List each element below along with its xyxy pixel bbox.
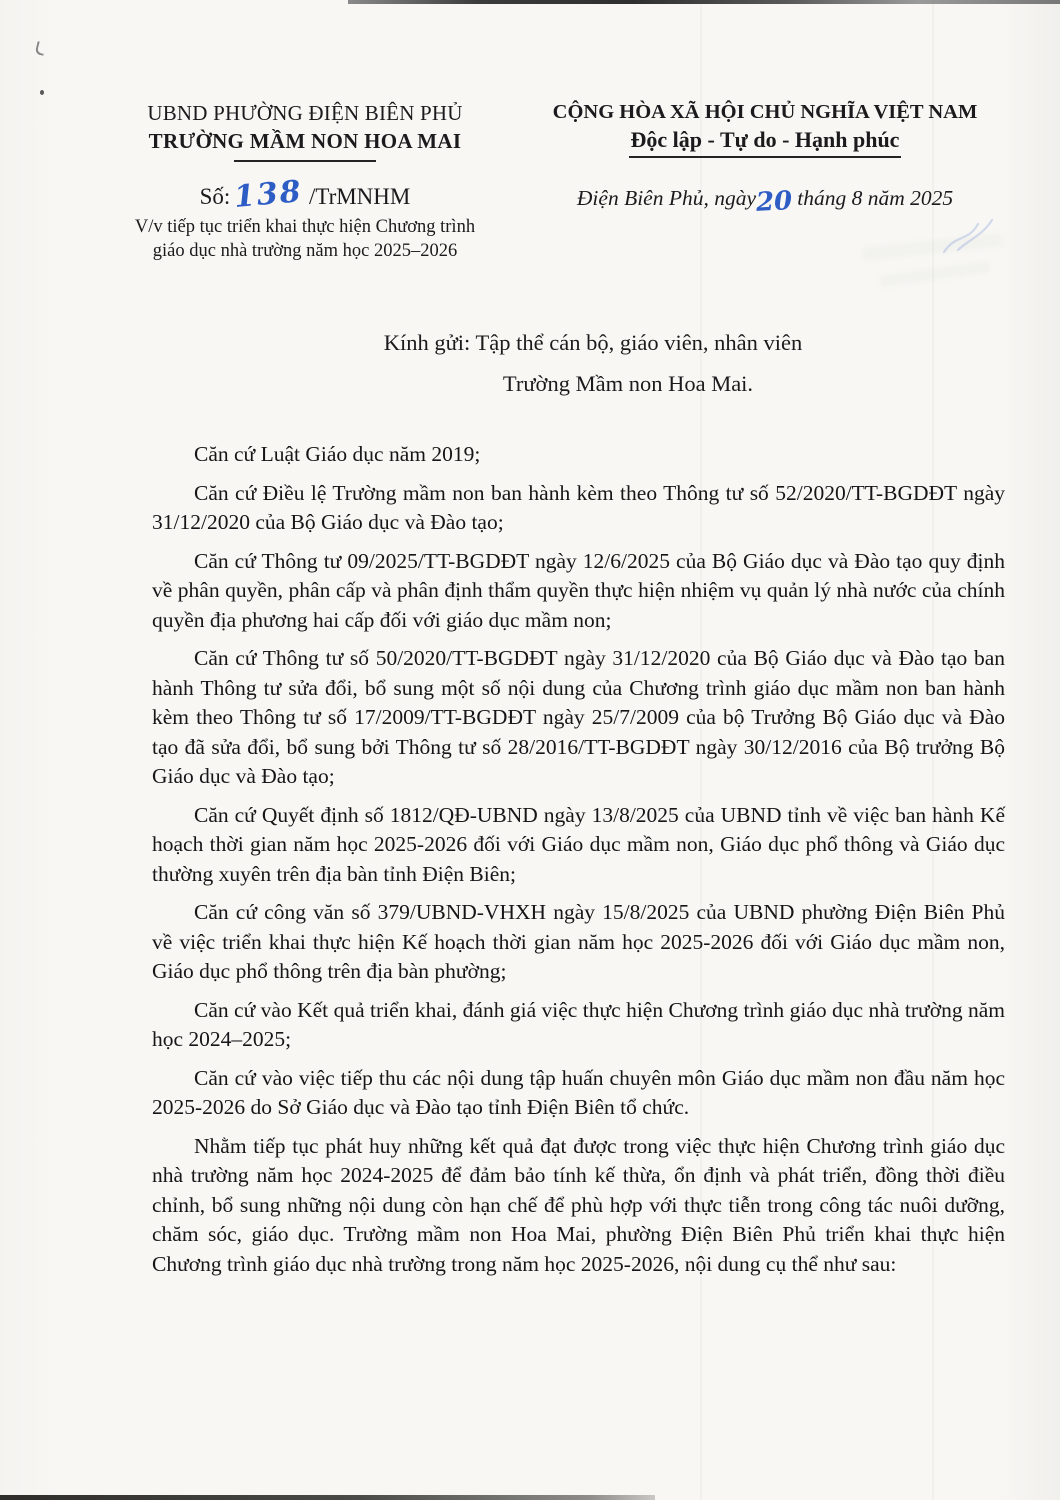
place-date-prefix: Điện Biên Phủ, ngày [576, 186, 757, 210]
issuer-divider-rule [234, 160, 376, 162]
national-title: CỘNG HÒA XÃ HỘI CHỦ NGHĨA VIỆT NAM [552, 101, 978, 123]
paragraph-legal-basis: Căn cứ Quyết định số 1812/QĐ-UBND ngày 13/8/2025 của UBND tỉnh về việc ban hành Kế hoạch thời gian năm học 2025-2026 đối với Giáo dục mầm non, Giáo dục phổ thông và Giáo dục thường xuyên trên địa bàn tỉnh Điện Biên; [152, 802, 1005, 886]
document-number-suffix: /TrMNHM [308, 184, 411, 209]
subject-line-2: giáo dục nhà trường năm học 2025–2026 [152, 240, 458, 261]
paragraph-legal-basis: Căn cứ Thông tư số 50/2020/TT-BGDĐT ngày 31/12/2020 của Bộ Giáo dục và Đào tạo ban hành Thông tư sửa đổi, bổ sung một số nội dung của Chương trình giáo dục mầm non ban hành kèm theo Thông tư số 17/2009/TT-BGDĐT ngày 25/7/2009 của bộ Trưởng Bộ Giáo dục và Đào tạo đã sửa đổi, bổ sung bởi Thông tư số 28/2016/TT-BGDĐT ngày 30/12/2016 của Bộ trưởng Bộ Giáo dục và Đào tạo; [152, 646, 1005, 788]
salutation-line-2: Trường Mầm non Hoa Mai. [502, 371, 754, 396]
place-and-date-line [525, 182, 1005, 218]
place-date-suffix: tháng 8 năm 2025 [797, 186, 954, 210]
issuer-parent-org: UBND PHƯỜNG ĐIỆN BIÊN PHỦ [147, 101, 463, 125]
document-number-line [110, 174, 500, 215]
salutation-block [353, 322, 833, 404]
scan-speck [40, 90, 44, 95]
paragraph-legal-basis: Căn cứ công văn số 379/UBND-VHXH ngày 15/8/2025 của UBND phường Điện Biên Phủ về việc triển khai thực hiện Kế hoạch thời gian năm học 2025-2026 đối với Giáo dục mầm non, Giáo dục phổ thông trên địa bàn phường; [152, 900, 1005, 983]
document-body [152, 440, 1005, 1288]
ink-bleedthrough [880, 260, 991, 287]
day-handwritten: 20 [755, 186, 793, 218]
scan-speck [35, 41, 47, 56]
handwriting-bleedthrough [938, 212, 998, 258]
issuer-org-name: TRƯỜNG MẦM NON HOA MAI [148, 129, 462, 153]
document-number-prefix: Số: [199, 184, 231, 209]
paragraph-legal-basis: Căn cứ Thông tư 09/2025/TT-BGDĐT ngày 12/6/2025 của Bộ Giáo dục và Đào tạo quy định về phân quyền, phân cấp và phân định thẩm quyền thực hiện nhiệm vụ quản lý nhà nước của chính quyền địa phương hai cấp đối với giáo dục mầm non; [152, 548, 1005, 632]
subject-line-1: V/v tiếp tục triển khai thực hiện Chương trình [134, 217, 476, 237]
scanner-edge-top [348, 0, 1060, 4]
scanner-edge-bottom [0, 1495, 655, 1500]
salutation-line-1: Kính gửi: Tập thể cán bộ, giáo viên, nhân viên [383, 330, 803, 355]
paragraph-legal-basis: Căn cứ Điều lệ Trường mầm non ban hành kèm theo Thông tư số 52/2020/TT-BGDĐT ngày 31/12/2020 của Bộ Giáo dục và Đào tạo; [152, 480, 1005, 534]
document-subject [110, 216, 500, 263]
document-number-handwritten: 138 [232, 174, 305, 215]
paragraph-legal-basis: Căn cứ Luật Giáo dục năm 2019; [194, 442, 481, 466]
national-header-block [525, 101, 1005, 218]
paragraph-legal-basis: Căn cứ vào việc tiếp thu các nội dung tập huấn chuyên môn Giáo dục mầm non đầu năm học 2025-2026 do Sở Giáo dục và Đào tạo tỉnh Điện Biên tổ chức. [152, 1065, 1005, 1119]
national-motto: Độc lập - Tự do - Hạnh phúc [629, 127, 902, 158]
paragraph-purpose: Nhằm tiếp tục phát huy những kết quả đạt được trong việc thực hiện Chương trình giáo dục nhà trường năm học 2024-2025 để đảm bảo tính kế thừa, ổn định và phát triển, đồng thời điều chỉnh, bổ sung những nội dung còn hạn chế để phù hợp với thực tiễn trong công tác nuôi dưỡng, chăm sóc, giáo dục. Trường mầm non Hoa Mai, phường Điện Biên Phủ triển khai thực hiện Chương trình giáo dục nhà trường trong năm học 2025-2026, nội dung cụ thể như sau: [152, 1133, 1005, 1276]
issuer-block [110, 101, 500, 263]
paragraph-legal-basis: Căn cứ vào Kết quả triển khai, đánh giá việc thực hiện Chương trình giáo dục nhà trường năm học 2024–2025; [152, 997, 1005, 1051]
